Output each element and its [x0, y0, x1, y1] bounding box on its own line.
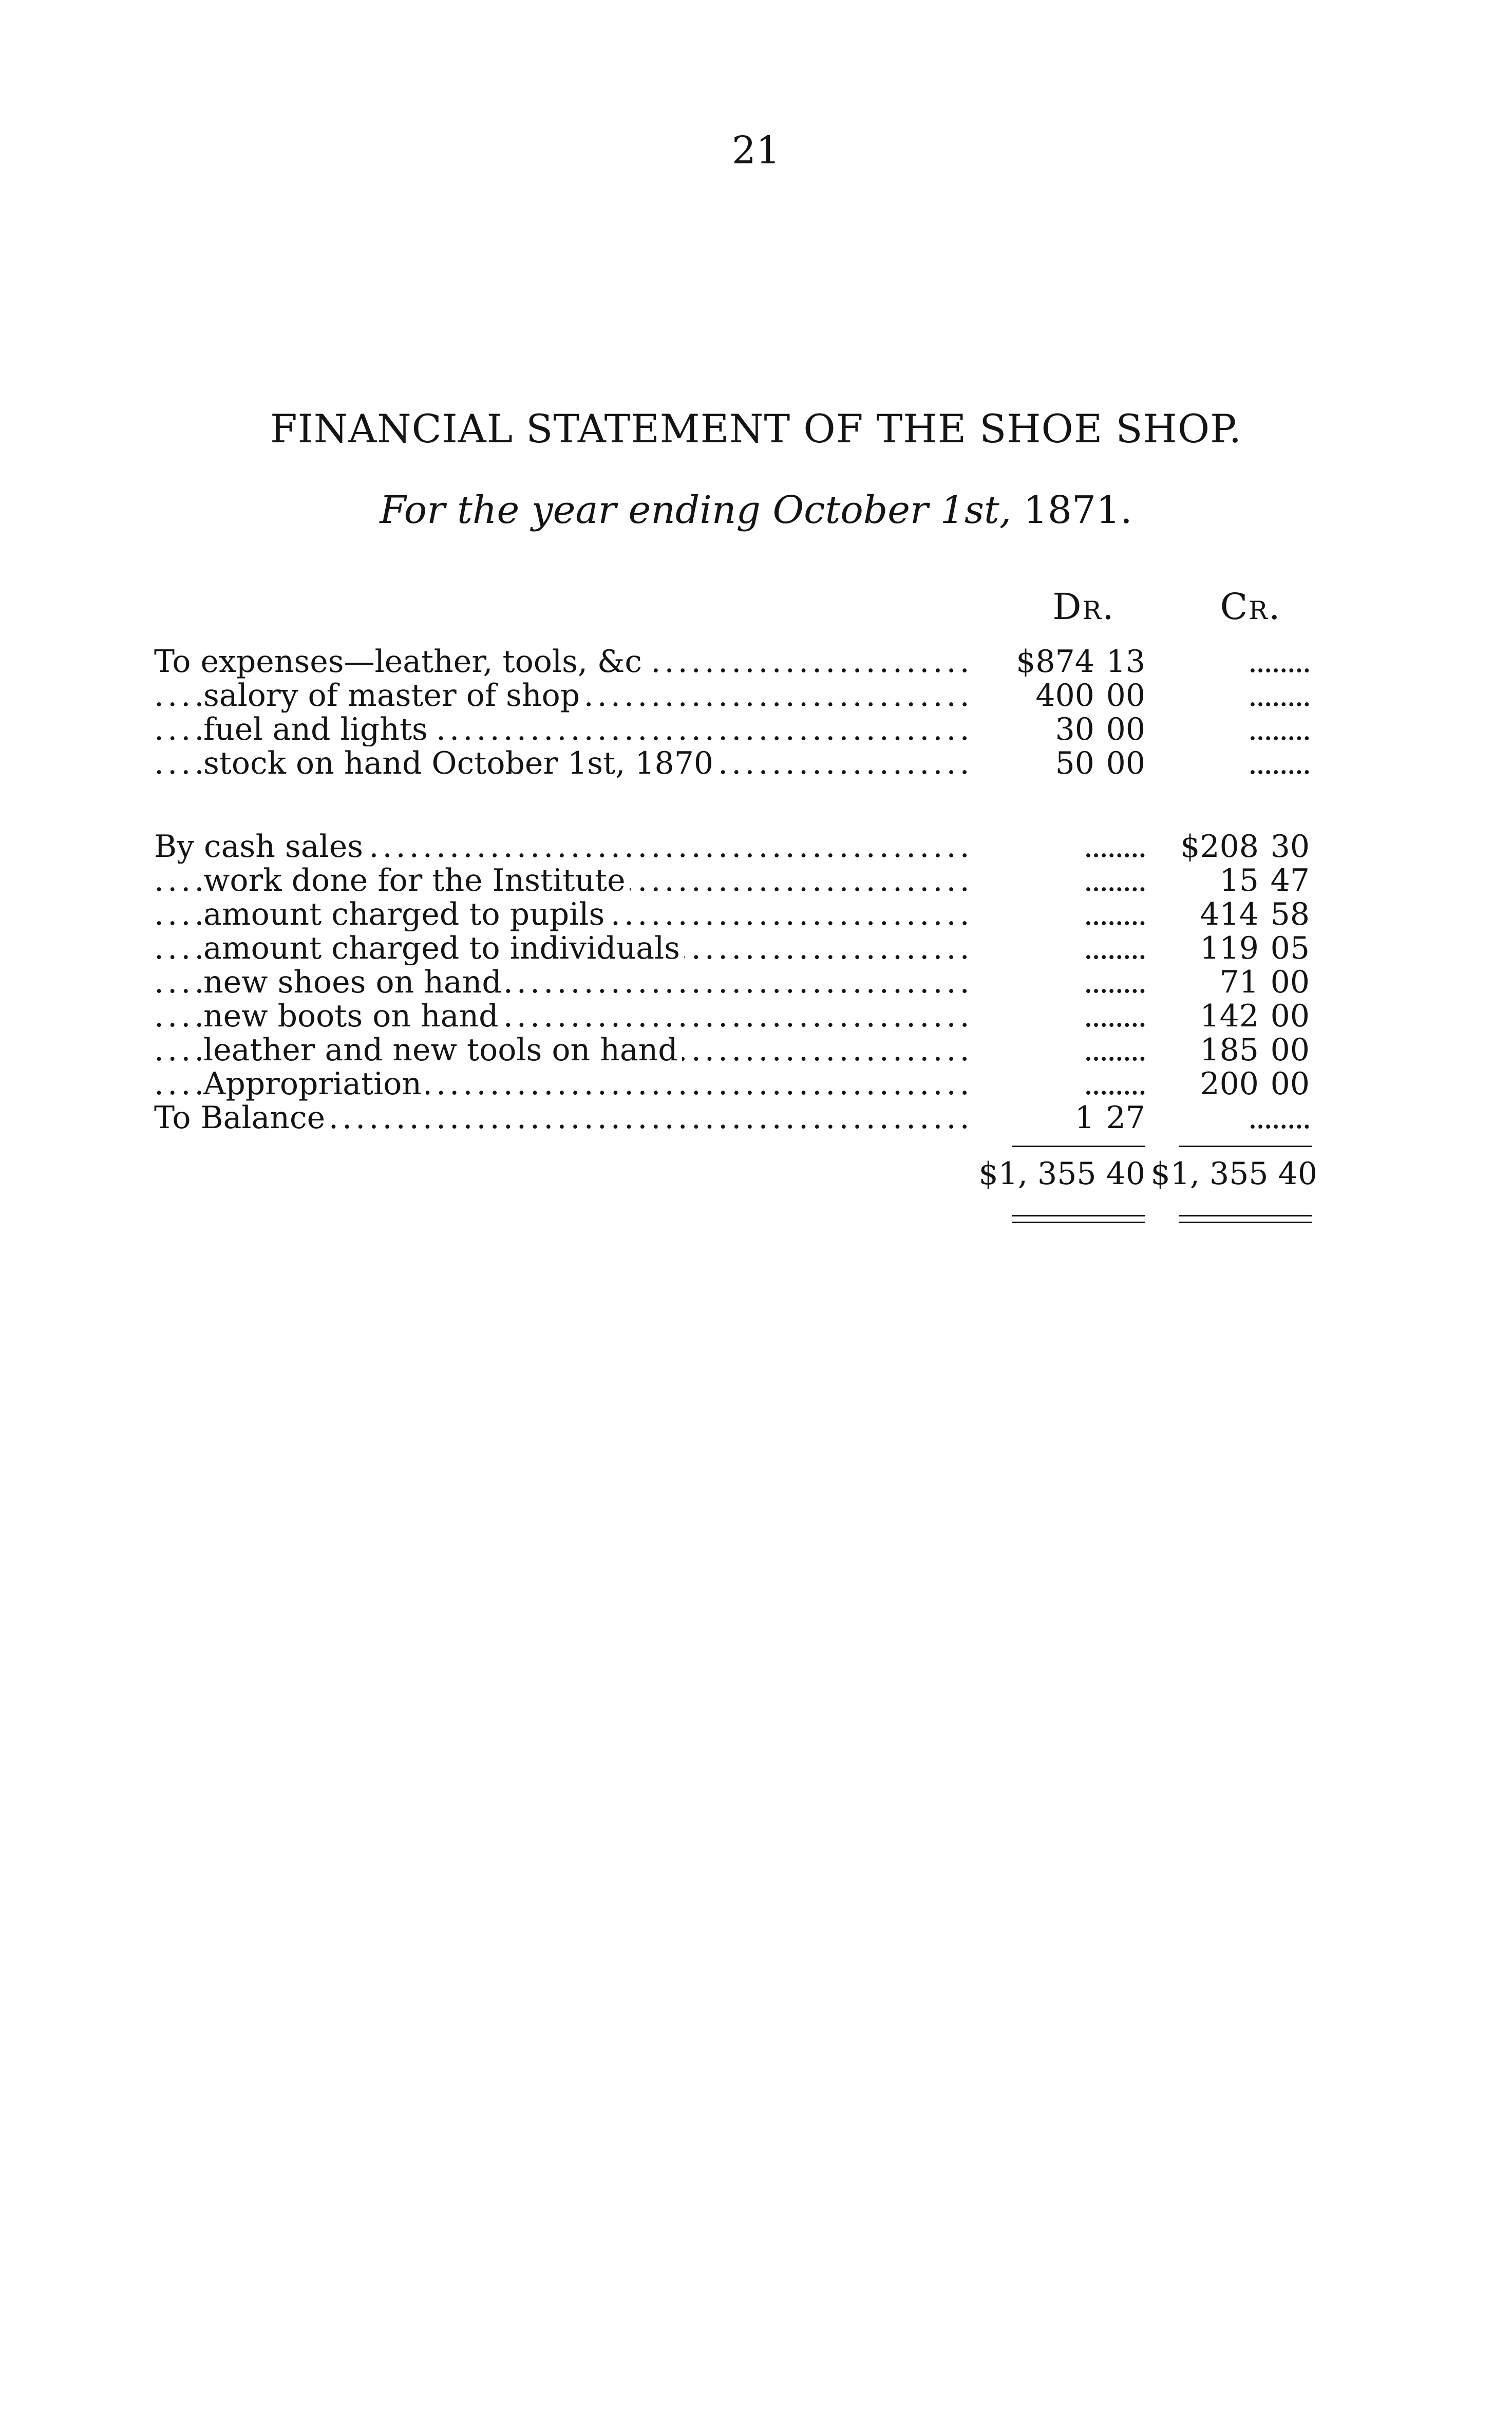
entry-label: work done for the Institute . . . — [154, 864, 976, 897]
entry-label: amount charged to pupils . . . — [154, 897, 976, 931]
credit-amount: 142 00 — [1200, 998, 1310, 1034]
debit-total: $1, 355 40 — [978, 1156, 1145, 1192]
entry-label: new shoes on hand . . . — [154, 965, 976, 999]
entry-label: new boots on hand . . . — [154, 999, 976, 1033]
subtitle-year: 1871. — [1023, 488, 1132, 532]
entry-label: amount charged to individuals . . . — [154, 931, 976, 965]
empty-credit-cell: ........ — [1248, 644, 1310, 680]
entry-label: By cash sales . . . — [154, 830, 976, 864]
debit-amount: 400 00 — [1035, 678, 1145, 714]
empty-credit-cell: ........ — [1248, 1100, 1310, 1136]
credit-double-rule — [1179, 1215, 1312, 1223]
empty-credit-cell: ........ — [1248, 711, 1310, 747]
entry-label: fuel and lights . . . — [154, 713, 976, 746]
debit-column-header: Dr. — [1052, 586, 1115, 628]
entry-label: stock on hand October 1st, 1870 . . . — [154, 746, 976, 780]
statement-subtitle — [0, 488, 1512, 532]
statement-title: FINANCIAL STATEMENT OF THE SHOE SHOP. — [270, 406, 1242, 452]
credit-amount: 414 58 — [1200, 896, 1310, 932]
debit-amount: 50 00 — [1055, 745, 1145, 781]
empty-credit-cell: ........ — [1248, 745, 1310, 781]
credit-amount: 185 00 — [1200, 1032, 1310, 1068]
subtitle-date: 1st, — [940, 488, 1012, 532]
debit-amount: 1 27 — [1074, 1100, 1145, 1136]
credit-total: $1, 355 40 — [1150, 1156, 1317, 1192]
empty-debit-cell: ........ — [1083, 998, 1145, 1034]
debit-double-rule — [1012, 1215, 1145, 1223]
entry-label: salory of master of shop . . . — [154, 679, 976, 713]
empty-debit-cell: ........ — [1083, 930, 1145, 966]
empty-debit-cell: ........ — [1083, 1032, 1145, 1068]
entry-label: leather and new tools on hand . . . — [154, 1033, 976, 1067]
subtitle-prefix: For the year ending October — [380, 488, 940, 532]
entry-label: To Balance . . . — [154, 1101, 976, 1135]
credit-column-header: Cr. — [1220, 586, 1281, 628]
entry-label: Appropriation . . . — [154, 1067, 976, 1101]
empty-credit-cell: ........ — [1248, 678, 1310, 714]
empty-debit-cell: ........ — [1083, 964, 1145, 1000]
page-number: 21 — [731, 128, 781, 173]
entry-label: To expenses—leather, tools, &c . . . — [154, 645, 976, 679]
empty-debit-cell: ........ — [1083, 1066, 1145, 1102]
empty-debit-cell: ........ — [1083, 829, 1145, 865]
empty-debit-cell: ........ — [1083, 863, 1145, 898]
debit-sum-rule — [1012, 1146, 1145, 1147]
empty-debit-cell: ........ — [1083, 896, 1145, 932]
credit-amount: 71 00 — [1219, 964, 1310, 1000]
credit-amount: 200 00 — [1200, 1066, 1310, 1102]
credit-amount: 15 47 — [1219, 863, 1310, 898]
debit-amount: $874 13 — [1016, 644, 1145, 680]
credit-sum-rule — [1179, 1146, 1312, 1147]
credit-amount: 119 05 — [1200, 930, 1310, 966]
credit-amount: $208 30 — [1180, 829, 1310, 865]
debit-amount: 30 00 — [1055, 711, 1145, 747]
